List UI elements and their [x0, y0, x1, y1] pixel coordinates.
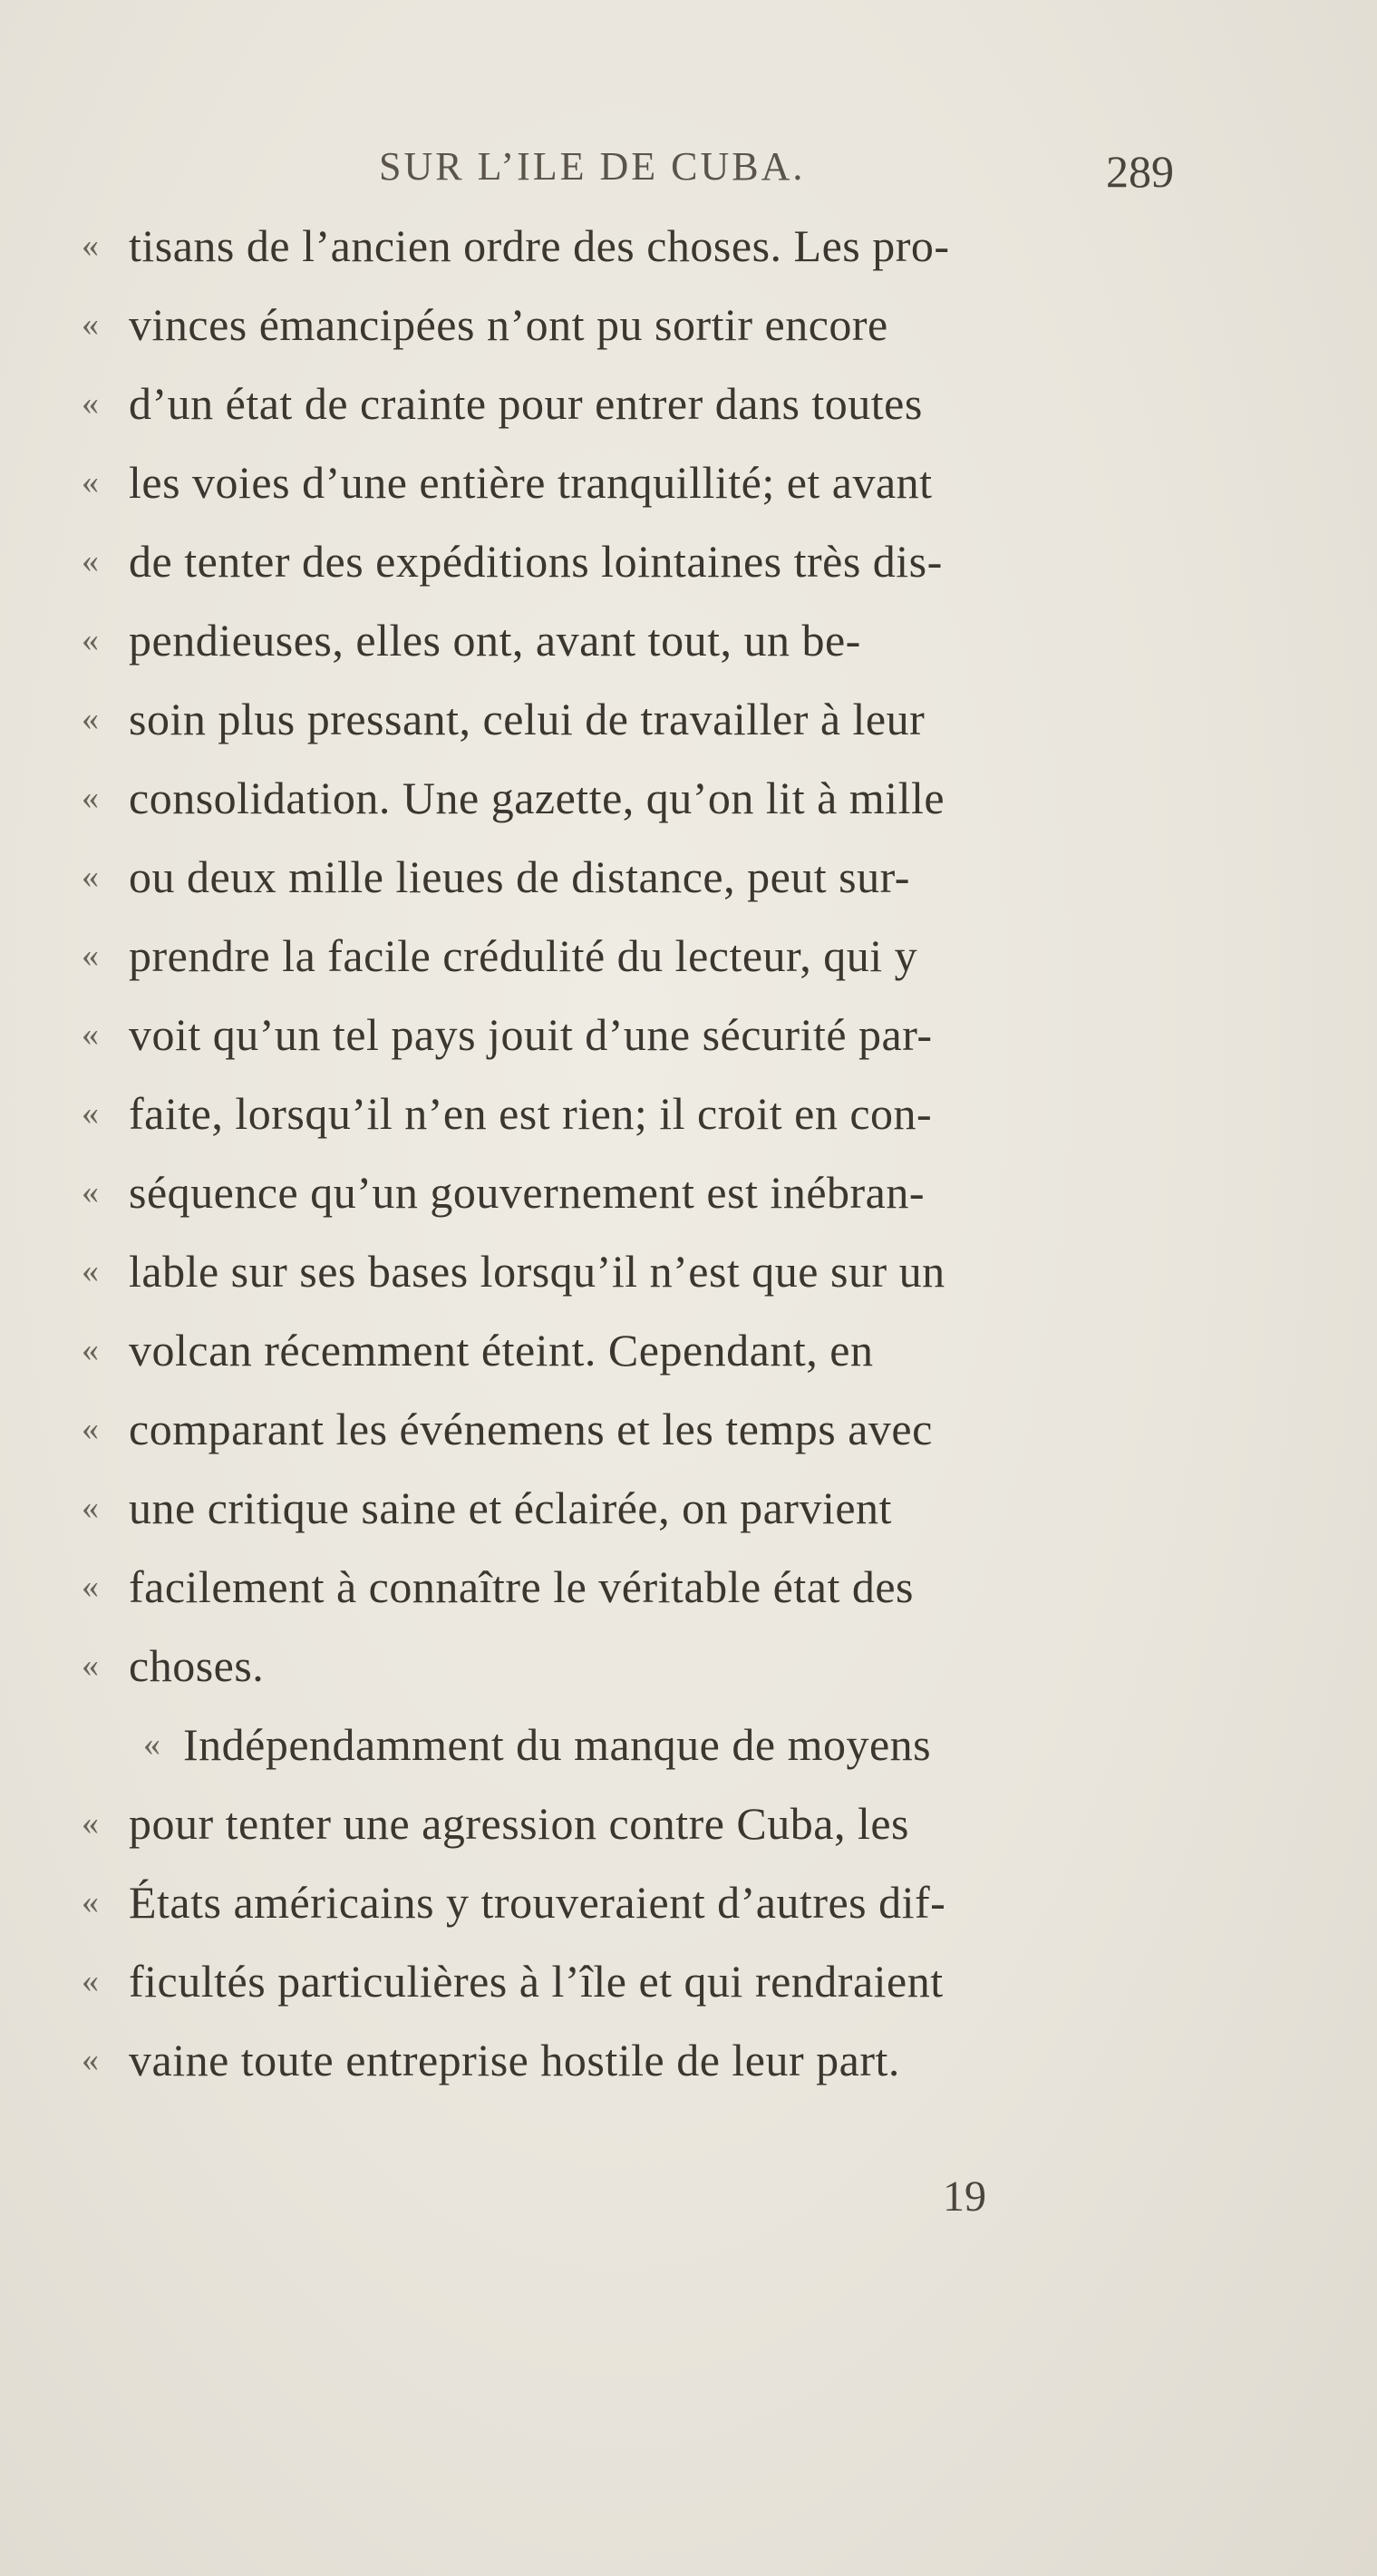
quote-mark: «	[82, 542, 99, 580]
quote-mark: «	[82, 227, 99, 265]
quote-mark: «	[82, 858, 99, 896]
quote-mark: «	[82, 1331, 99, 1369]
quote-mark: «	[82, 937, 99, 975]
quote-mark: «	[82, 1883, 99, 1921]
text-line	[0, 1469, 1377, 1548]
line-text: les voies d’une entière tranquillité; et avant	[129, 457, 933, 508]
quote-mark: «	[82, 1568, 99, 1606]
line-text: soin plus pressant, celui de travailler à leur	[129, 694, 926, 744]
line-text: ficultés particulières à l’île et qui rendraient	[129, 1956, 944, 2007]
text-line	[0, 2021, 1377, 2100]
quote-mark: «	[82, 1647, 99, 1685]
quote-mark: «	[82, 463, 99, 501]
text-line	[0, 1074, 1377, 1153]
text-line	[0, 1627, 1377, 1706]
text-line	[0, 522, 1377, 601]
line-text: pour tenter une agression contre Cuba, les	[129, 1798, 910, 1849]
line-text: vinces émancipées n’ont pu sortir encore	[129, 299, 888, 350]
page-number: 289	[1106, 146, 1174, 197]
quote-mark: «	[82, 1094, 99, 1132]
quote-mark: «	[82, 306, 99, 344]
line-text: volcan récemment éteint. Cependant, en	[129, 1325, 874, 1375]
quote-mark: «	[82, 621, 99, 659]
line-text: consolidation. Une gazette, qu’on lit à mille	[129, 773, 945, 823]
line-text: lable sur ses bases lorsqu’il n’est que sur un	[129, 1246, 945, 1297]
quote-mark: «	[143, 1725, 160, 1764]
line-text: pendieuses, elles ont, avant tout, un be-	[129, 615, 861, 666]
text-line	[0, 838, 1377, 917]
text-line	[0, 207, 1377, 286]
line-text: facilement à connaître le véritable état des	[129, 1561, 914, 1612]
line-text: choses.	[129, 1640, 265, 1691]
line-text: tisans de l’ancien ordre des choses. Les pro-	[129, 220, 950, 271]
line-text: ou deux mille lieues de distance, peut sur-	[129, 851, 910, 902]
line-text: séquence qu’un gouvernement est inébran-	[129, 1167, 926, 1218]
paragraph-start-line	[0, 1706, 1377, 1784]
text-line	[0, 601, 1377, 680]
quote-mark: «	[82, 1962, 99, 2000]
line-text: prendre la facile crédulité du lecteur, qui y	[129, 930, 918, 981]
text-line	[0, 1548, 1377, 1627]
line-text: d’un état de crainte pour entrer dans toutes	[129, 378, 923, 429]
quote-mark: «	[82, 1410, 99, 1448]
line-text: de tenter des expéditions lointaines très dis-	[129, 536, 943, 587]
quote-mark: «	[82, 1252, 99, 1290]
text-line	[0, 680, 1377, 759]
quote-mark: «	[82, 2041, 99, 2079]
text-line	[0, 286, 1377, 365]
text-line	[0, 996, 1377, 1074]
line-text: faite, lorsqu’il n’en est rien; il croit en con-	[129, 1088, 933, 1139]
line-text: comparant les événemens et les temps avec	[129, 1404, 933, 1454]
line-text: Indépendamment du manque de moyens	[183, 1719, 932, 1770]
quote-mark: «	[82, 1016, 99, 1054]
line-text: États américains y trouveraient d’autres dif-	[129, 1877, 946, 1928]
text-line	[0, 759, 1377, 838]
text-line	[0, 1942, 1377, 2021]
running-head: SUR L’ILE DE CUBA.	[379, 144, 806, 189]
text-line	[0, 917, 1377, 996]
text-line	[0, 443, 1377, 522]
body-text	[0, 207, 1377, 2100]
text-line	[0, 1232, 1377, 1311]
text-line	[0, 1390, 1377, 1469]
text-line	[0, 1311, 1377, 1390]
signature-mark: 19	[943, 2173, 986, 2221]
quote-mark: «	[82, 779, 99, 817]
quote-mark: «	[82, 384, 99, 423]
text-line	[0, 1153, 1377, 1232]
line-text: vaine toute entreprise hostile de leur part.	[129, 2035, 900, 2085]
quote-mark: «	[82, 1489, 99, 1527]
line-text: une critique saine et éclairée, on parvient	[129, 1482, 892, 1533]
quote-mark: «	[82, 1173, 99, 1211]
quote-mark: «	[82, 700, 99, 738]
quote-mark: «	[82, 1804, 99, 1842]
text-line	[0, 365, 1377, 443]
text-line	[0, 1863, 1377, 1942]
page-header	[0, 134, 1377, 207]
text-line	[0, 1784, 1377, 1863]
line-text: voit qu’un tel pays jouit d’une sécurité par-	[129, 1009, 933, 1060]
